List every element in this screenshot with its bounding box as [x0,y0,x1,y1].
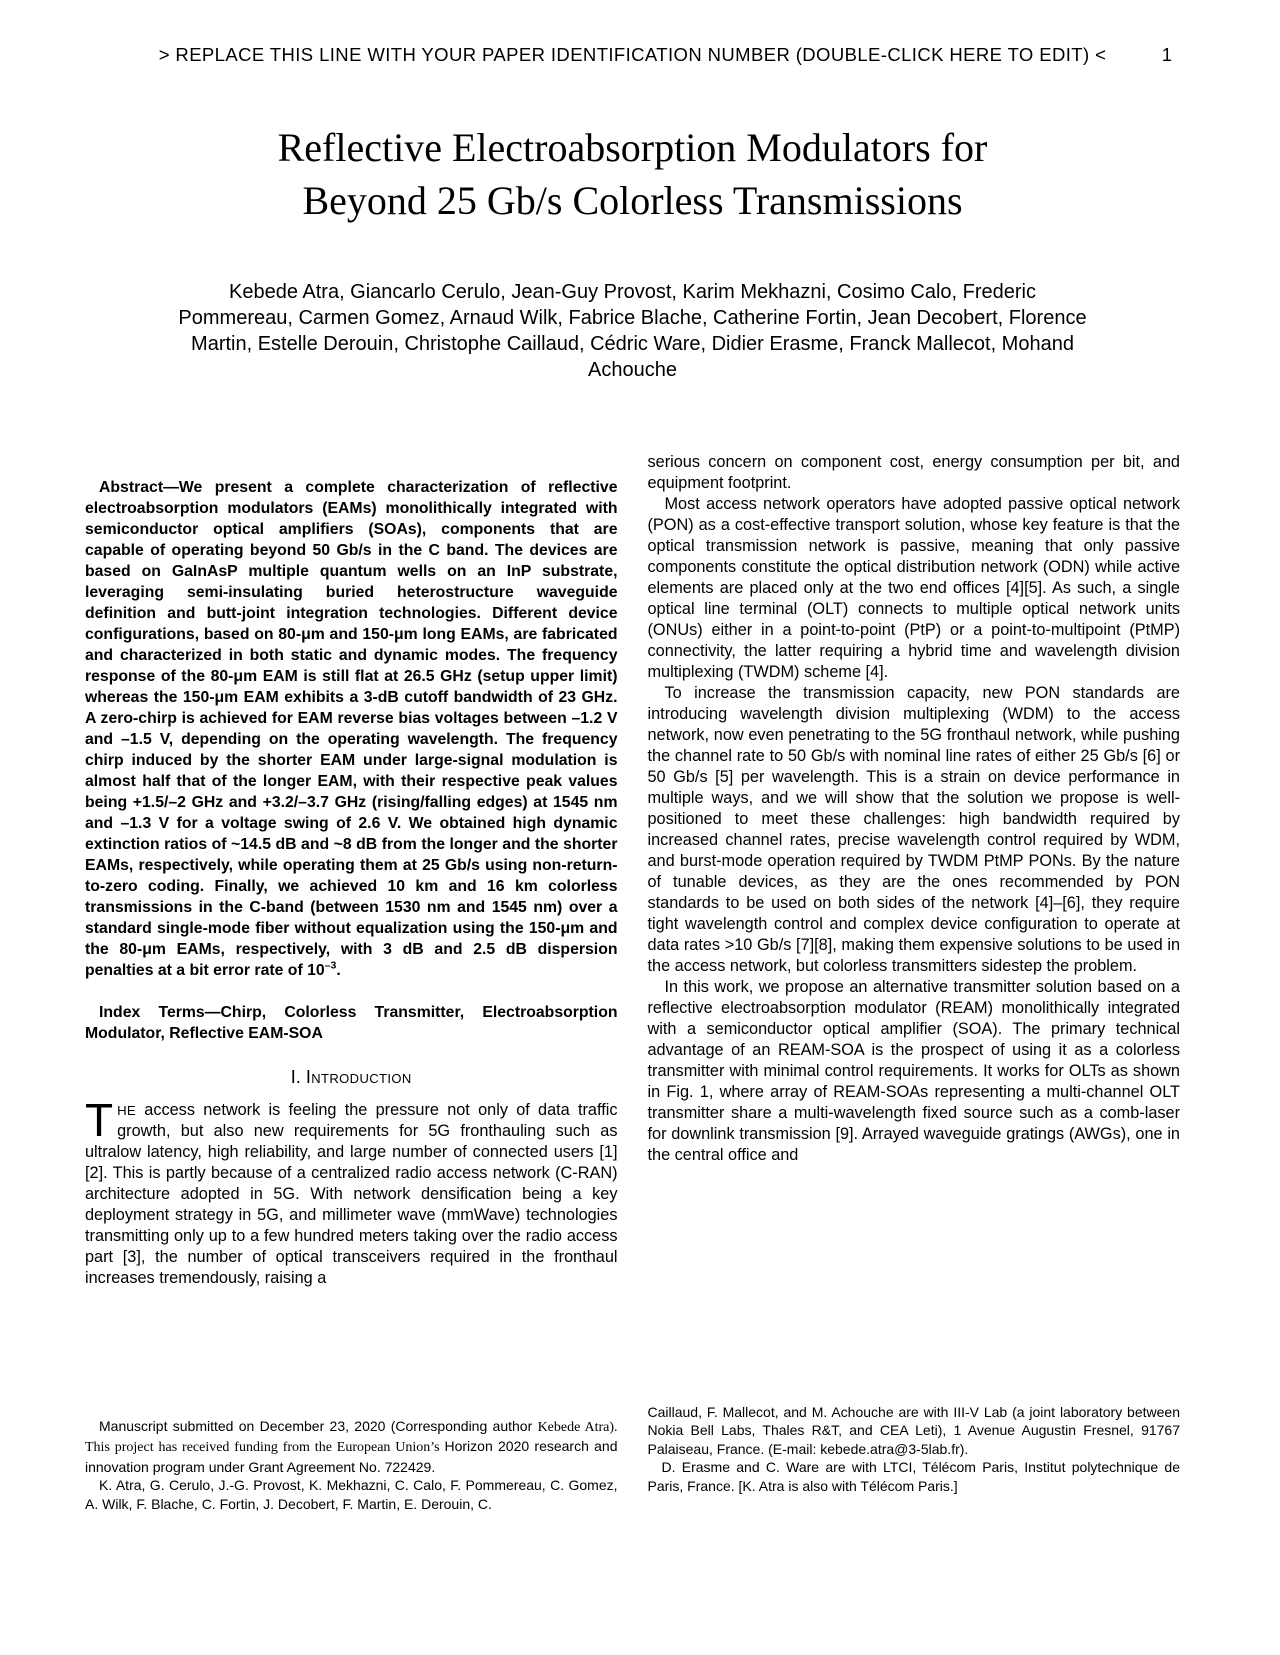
abstract-closing: . [336,962,341,979]
intro-lead-caps: HE [117,1103,137,1118]
body-paragraph: In this work, we propose an alternative transmitter solution based on a reflective electroabsorption modulator (REAM) monolithically integrated with a semiconductor optical amplifier (SOA). The primary technical advantage of an REAM-SOA is the prospect of using it as a colorless transmitter with minimal control requirements. It works for OLTs as shown in Fig. 1, where array of REAM-SOAs representing a multi-channel OLT transmitter share a multi-wavelength fixed source such as a comb-laser for downlink transmission [9]. Arrayed waveguide gratings (AWGs), one in the central office and [647,978,1180,1164]
two-column-body [85,452,1180,1583]
section-heading-introduction [85,1066,618,1088]
right-column-footnotes [648,1403,1181,1584]
author-line: Achouche [588,359,677,381]
abstract-superscript: –3 [324,959,337,972]
abstract-text: —We present a complete characterization of reflective electroabsorption modulators (EAMs) monolithically integrated with semiconductor optical amplifiers (SOAs), components that are capable of operating beyond 50 Gb/s in the C band. The devices are based on GaInAsP multiple quantum wells on an InP substrate, leveraging semi-insulating buried heterostructure waveguide definition and butt-joint integration technologies. Different device configurations, based on 80-μm and 150-μm long EAMs, are fabricated and characterized in both static and dynamic modes. The frequency response of the 80-μm EAM is still flat at 26.5 GHz (setup upper limit) whereas the 150-μm EAM exhibits a 3-dB cutoff bandwidth of 23 GHz. A zero-chirp is achieved for EAM reverse bias voltages between –1.2 V and –1.5 V, depending on the operating wavelength. The frequency chirp induced by the shorter EAM under large-signal modulation is almost half that of the longer EAM, with their respective peak values being +1.5/–2 GHz and +3.2/–3.7 GHz (rising/falling edges) at 1545 nm and –1.3 V for a voltage swing of 2.6 V. We obtained high dynamic extinction ratios of ~14.5 dB and ~8 dB from the longer and the shorter EAMs, respectively, while operating them at 25 Gb/s using non-return-to-zero coding. Finally, we achieved 10 km and 16 km colorless transmissions in the C-band (between 1530 nm and 1545 nm) over a standard single-mode fiber without equalization using the 150-μm and the 80-μm EAMs, respectively, with 3 dB and 2.5 dB dispersion penalties at a bit error rate of 10 [85,479,618,979]
abstract [85,477,618,981]
footnote-manuscript-part2: Kebede Atra). This project has received funding from the European Union’s [85,1419,618,1455]
section-number: I. [290,1067,301,1087]
left-column [85,452,618,1583]
author-line: Martin, Estelle Derouin, Christophe Caillaud, Cédric Ware, Didier Erasme, Franck Mallecot, Mohand [191,333,1074,355]
body-paragraph: Most access network operators have adopted passive optical network (PON) as a cost-effective transport solution, whose key feature is that the optical transmission network is passive, meaning that only passive components constitute the optical distribution network (ODN) while active elements are placed only at the two end offices [4][5]. As such, a single optical line terminal (OLT) connects to multiple optical network units (ONUs) either in a point-to-point (PtP) or a point-to-multipoint (PtMP) connectivity, the latter requiring a hybrid time and wavelength division multiplexing (TWDM) scheme [4]. [647,495,1180,681]
paper-title-line-1: Reflective Electroabsorption Modulators for [277,125,988,170]
footnote-manuscript [85,1417,618,1477]
footnote-author-affiliations: K. Atra, G. Cerulo, J.-G. Provost, K. Mekhazni, C. Calo, F. Pommereau, C. Gomez, A. Wilk, F. Blache, C. Fortin, J. Decobert, F. Martin, E. Derouin, C. [85,1477,618,1512]
paper-title-line-2: Beyond 25 Gb/s Colorless Transmissions [302,178,963,223]
page-number: 1 [1161,44,1172,65]
footnote-manuscript-part1: Manuscript submitted on December 23, 2020 (Corresponding author [99,1417,538,1434]
left-column-footnotes [85,1417,618,1584]
index-terms [85,1002,618,1044]
drop-cap: T [85,1094,114,1146]
index-terms-label: Index Terms [99,1004,205,1021]
right-column [648,452,1181,1583]
author-list [85,279,1180,383]
author-line: Pommereau, Carmen Gomez, Arnaud Wilk, Fabrice Blache, Catherine Fortin, Jean Decobert, Florence [178,307,1087,329]
footnote-ltci: D. Erasme and C. Ware are with LTCI, Télécom Paris, Institut polytechnique de Paris, France. [K. Atra is also with Télécom Paris.] [647,1459,1180,1494]
author-line: Kebede Atra, Giancarlo Cerulo, Jean-Guy Provost, Karim Mekhazni, Cosimo Calo, Frederic [228,281,1036,303]
paper-title [85,121,1180,227]
running-header [85,44,1180,66]
body-paragraph: To increase the transmission capacity, new PON standards are introducing wavelength division multiplexing (WDM) to the access network, now even penetrating to the 5G fronthaul network, while pushing the channel rate to 50 Gb/s with nominal line rates of either 25 Gb/s [6] or 50 Gb/s [5] per wavelength. This is a strain on device performance in multiple ways, and we will show that the solution we propose is well-positioned to meet these challenges: high bandwidth required by increased channel rates, precise wavelength control required by WDM, and burst-mode operation required by TWDM PtMP PONs. By the nature of tunable devices, as they are the ones recommended by PON standards to be used on both sides of the network [4]–[6], they require tight wavelength control and complex device configuration to operate at data rates >10 Gb/s [7][8], making them expensive solutions to be used in the access network, but colorless transmitters sidestep the problem. [647,684,1180,975]
footnote-affiliation-continued: Caillaud, F. Mallecot, and M. Achouche are with III-V Lab (a joint laboratory between Nokia Bell Labs, Thales R&T, and CEA Leti), 1 Avenue Augustin Fresnel, 91767 Palaiseau, France. (E-mail: kebede.atra@3-5lab.fr). [647,1403,1180,1457]
abstract-label: Abstract [99,479,164,496]
footnote-manuscript-part3: Horizon 2020 research and innovation program under Grant Agreement No. 722429. [85,1438,618,1475]
running-header-text: > REPLACE THIS LINE WITH YOUR PAPER IDENTIFICATION NUMBER (DOUBLE-CLICK HERE TO EDIT) < [158,44,1107,65]
body-paragraph: serious concern on component cost, energy consumption per bit, and equipment footprint. [647,453,1180,492]
introduction-paragraph [85,1094,618,1289]
index-terms-text: —Chirp, Colorless Transmitter, Electroabsorption Modulator, Reflective EAM-SOA [85,1004,618,1042]
section-title: Introduction [305,1067,412,1087]
intro-text: access network is feeling the pressure not only of data traffic growth, but also new requirements for 5G fronthauling such as ultralow latency, high reliability, and large number of connected users [1][2]. This is partly because of a centralized radio access network (C-RAN) architecture adopted in 5G. With network densification being a key deployment strategy in 5G, and millimeter wave (mmWave) technologies transmitting only up to a few hundred meters taking over the radio access part [3], the number of optical transceivers required in the fronthaul increases tremendously, raising a [85,1101,618,1287]
